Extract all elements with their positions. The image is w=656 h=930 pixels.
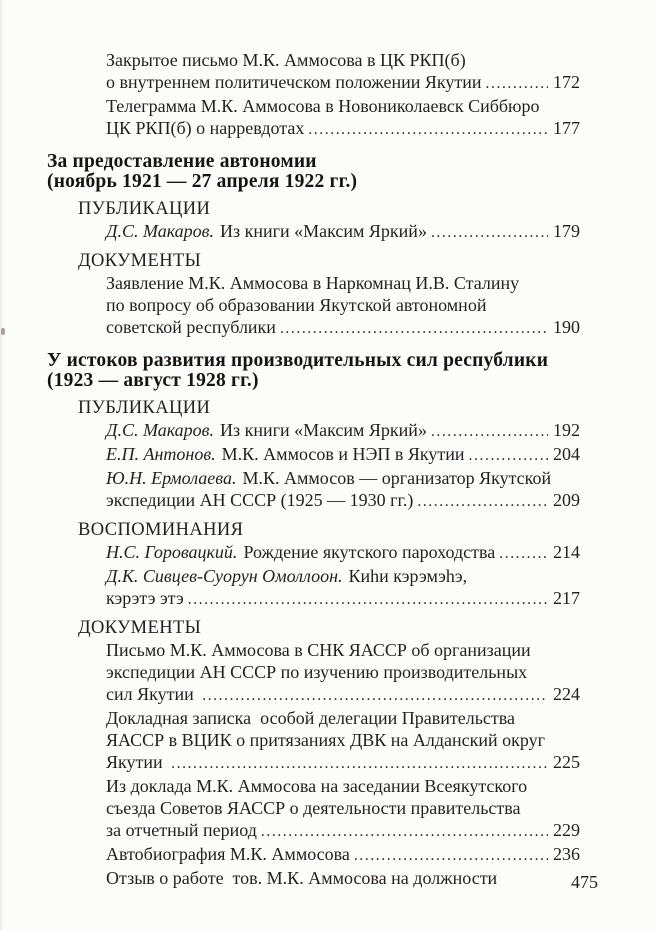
toc-entry-line — [106, 272, 580, 294]
toc-entry-text: ЦК РКП(б) о нарревдотах — [106, 118, 305, 138]
toc-entry-author: Д.К. Сивцев-Суорун Омоллоон. — [106, 566, 343, 586]
dot-leader — [280, 318, 548, 340]
section-heading — [47, 152, 580, 192]
toc-entry-text: экспедиции АН СССР (1925 — 1930 гг.) — [106, 490, 414, 510]
toc-entry-text: Якутии — [106, 752, 168, 772]
toc-entry-text: Докладная записка особой делегации Правительства — [106, 708, 516, 728]
toc-entry-text: о внутреннем политичечском положении Якутии — [106, 72, 482, 92]
toc-page-number: 204 — [553, 444, 580, 464]
toc-entry-line — [106, 867, 580, 889]
toc-entry — [106, 419, 580, 443]
toc-entry — [106, 775, 580, 843]
toc-entry-line — [106, 220, 580, 244]
toc-entry-text: Из книги «Максим Яркий» — [219, 221, 427, 241]
toc-entry — [106, 443, 580, 467]
toc-page-number: 236 — [553, 844, 580, 864]
dot-leader — [417, 491, 548, 513]
toc-entry-text: советской республики — [106, 317, 276, 337]
toc-entry-text: Из доклада М.К. Аммосова на заседании Всеякутского — [106, 776, 528, 796]
section-heading — [47, 351, 580, 391]
toc-entry-text: Отзыв о работе тов. М.К. Аммосова на должности — [106, 868, 498, 888]
toc-entry-line — [106, 707, 580, 729]
dot-leader — [486, 73, 548, 95]
toc-group-label: ДОКУМЕНТЫ — [78, 618, 202, 638]
toc-entry-author: Н.С. Горовацкий. — [106, 542, 238, 562]
toc-page-number: 190 — [553, 317, 580, 337]
toc-entry-text: Закрытое письмо М.К. Аммосова в ЦК РКП(б) — [106, 50, 466, 70]
scan-edge-shadow — [0, 0, 4, 930]
section-heading-line: У истоков развития производительных сил республики — [47, 350, 549, 371]
section-heading-line: За предоставление автономии — [47, 151, 317, 172]
toc-entry-text: М.К. Аммосов — организатор Якутской — [242, 468, 552, 488]
toc-page-number: 229 — [553, 820, 580, 840]
dot-leader — [202, 685, 548, 707]
dot-leader — [499, 543, 548, 565]
table-of-contents — [47, 49, 580, 889]
toc-group-label: ПУБЛИКАЦИИ — [78, 398, 211, 418]
toc-entry — [106, 49, 580, 95]
toc-entry-line — [106, 661, 580, 683]
section-heading-line: (ноябрь 1921 — 27 апреля 1922 гг.) — [47, 171, 358, 192]
toc-entry — [106, 272, 580, 340]
toc-entry-line — [106, 419, 580, 443]
toc-entry-text: съезда Советов ЯАССР о деятельности правительства — [106, 798, 521, 818]
toc-page-number: 224 — [553, 684, 580, 704]
toc-page-number: 172 — [553, 72, 580, 92]
toc-entry-line — [106, 71, 580, 95]
dot-leader — [469, 445, 548, 467]
toc-entry-text: по вопросу об образовании Якутской автономной — [106, 295, 487, 315]
toc-entry — [106, 220, 580, 244]
toc-entry — [106, 639, 580, 707]
toc-entry-text: Киһи кэрэмэһэ, — [348, 566, 468, 586]
page-number-footer: 475 — [571, 872, 598, 892]
toc-entry-text: Из книги «Максим Яркий» — [219, 420, 427, 440]
toc-entry-line — [106, 565, 580, 587]
toc-page-number: 217 — [553, 588, 580, 608]
toc-entry-text: за отчетный период — [106, 820, 257, 840]
toc-entry-line — [106, 775, 580, 797]
scan-artifact — [1, 328, 5, 335]
toc-entry — [106, 843, 580, 867]
toc-entry — [106, 565, 580, 611]
toc-entry — [106, 95, 580, 141]
toc-entry-text: кэрэтэ этэ — [106, 588, 184, 608]
toc-entry-text: Письмо М.К. Аммосова в СНК ЯАССР об организации — [106, 640, 531, 660]
toc-entry — [106, 867, 580, 889]
toc-entry-text: Рождение якутского пароходства — [243, 542, 496, 562]
toc-entry-author: Д.С. Макаров. — [106, 420, 214, 440]
dot-leader — [431, 421, 548, 443]
toc-entry — [106, 467, 580, 513]
toc-page-number: 225 — [553, 752, 580, 772]
dot-leader — [354, 845, 548, 867]
toc-entry-line — [106, 797, 580, 819]
toc-entry-text: сил Якутии — [106, 684, 199, 704]
dot-leader — [171, 753, 548, 775]
toc-entry-line — [106, 443, 580, 467]
toc-entry-text: Заявление М.К. Аммосова в Наркомнац И.В. Сталину — [106, 273, 520, 293]
toc-page-number: 192 — [553, 420, 580, 440]
toc-entry — [106, 707, 580, 775]
toc-entry-line — [106, 95, 580, 117]
toc-page-number: 177 — [553, 118, 580, 138]
toc-group-label: ДОКУМЕНТЫ — [78, 251, 202, 271]
toc-page-number: 209 — [553, 490, 580, 510]
toc-entry-line — [106, 117, 580, 141]
toc-entry-line — [106, 294, 580, 316]
toc-entry-text: ЯАССР в ВЦИК о притязаниях ДВК на Алданский округ — [106, 730, 546, 750]
dot-leader — [308, 119, 548, 141]
toc-entry-line — [106, 729, 580, 751]
toc-group-label: ВОСПОМИНАНИЯ — [78, 520, 244, 540]
toc-page-number: 179 — [553, 221, 580, 241]
toc-entry-line — [106, 819, 580, 843]
toc-group-label: ПУБЛИКАЦИИ — [78, 199, 211, 219]
toc-entry-line — [106, 49, 580, 71]
toc-entry-text: М.К. Аммосов и НЭП в Якутии — [221, 444, 465, 464]
toc-entry-author: Е.П. Антонов. — [106, 444, 216, 464]
toc-entry-line — [106, 316, 580, 340]
toc-entry-line — [106, 541, 580, 565]
toc-entry-text: Телеграмма М.К. Аммосова в Новониколаевск Сиббюро — [106, 96, 540, 116]
toc-entry-line — [106, 683, 580, 707]
dot-leader — [188, 589, 548, 611]
toc-entry-author: Д.С. Макаров. — [106, 221, 214, 241]
section-heading-line: (1923 — август 1928 гг.) — [47, 370, 259, 391]
dot-leader — [261, 821, 548, 843]
toc-entry-text: экспедиции АН СССР по изучению производительных — [106, 662, 528, 682]
toc-entry-line — [106, 751, 580, 775]
toc-entry-line — [106, 843, 580, 867]
toc-entry-text: Автобиография М.К. Аммосова — [106, 844, 350, 864]
toc-entry-line — [106, 489, 580, 513]
dot-leader — [431, 222, 548, 244]
toc-entry-line — [106, 467, 580, 489]
toc-entry-author: Ю.Н. Ермолаева. — [106, 468, 237, 488]
toc-entry — [106, 541, 580, 565]
toc-entry-line — [106, 639, 580, 661]
toc-entry-line — [106, 587, 580, 611]
toc-page-number: 214 — [553, 542, 580, 562]
